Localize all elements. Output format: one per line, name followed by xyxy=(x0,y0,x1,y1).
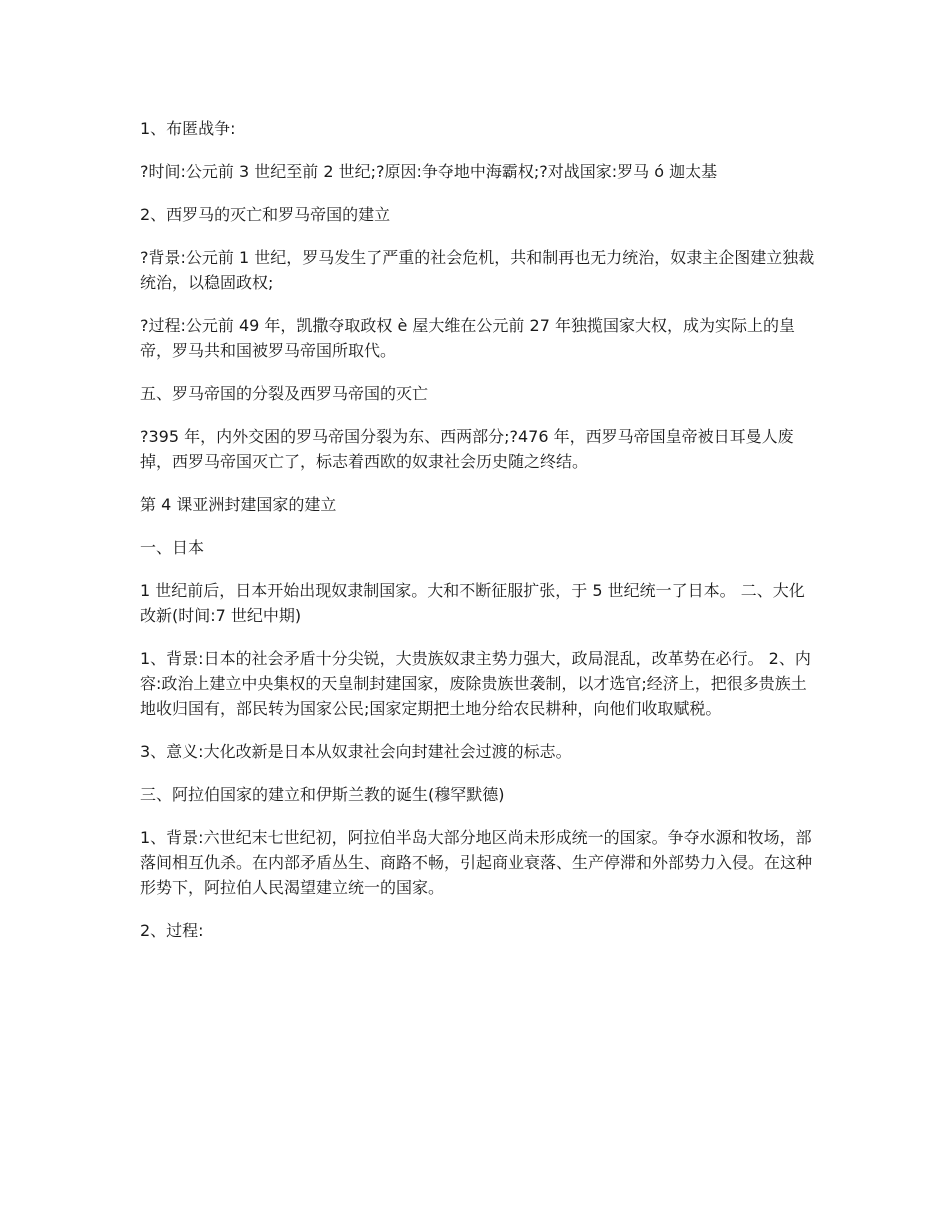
paragraph-reform-significance: 3、意义:大化改新是日本从奴隶社会向封建社会过渡的标志。 xyxy=(140,742,572,761)
document-body xyxy=(140,116,820,961)
paragraph-punic-wars-details: ?时间:公元前 3 世纪至前 2 世纪;?原因:争夺地中海霸权;?对战国家:罗马 ó 迦太基 xyxy=(140,162,718,181)
paragraph-japan-unification: 1 世纪前后，日本开始出现奴隶制国家。大和不断征服扩张，于 5 世纪统一了日本。 二、大化改新(时间:7 世纪中期) xyxy=(140,581,805,625)
heading-lesson-four: 第 4 课亚洲封建国家的建立 xyxy=(140,495,337,514)
paragraph-background: ?背景:公元前 1 世纪，罗马发生了严重的社会危机，共和制再也无力统治，奴隶主企图建立独裁统治，以稳固政权; xyxy=(140,248,815,292)
paragraph-arab-process: 2、过程: xyxy=(140,921,204,940)
heading-arab-state: 三、阿拉伯国家的建立和伊斯兰教的诞生(穆罕默德) xyxy=(140,785,505,804)
paragraph-process: ?过程:公元前 49 年，凯撒夺取政权 è 屋大维在公元前 27 年独揽国家大权，成为实际上的皇帝，罗马共和国被罗马帝国所取代。 xyxy=(140,316,795,360)
heading-section-five: 五、罗马帝国的分裂及西罗马帝国的灭亡 xyxy=(140,384,429,403)
paragraph-taika-reform: 1、背景:日本的社会矛盾十分尖锐，大贵族奴隶主势力强大，政局混乱，改革势在必行。 2、内容:政治上建立中央集权的天皇制封建国家，废除贵族世袭制，以才选官;经济上，把很多贵族土地收归国有，部民转为国家公民;国家定期把土地分给农民耕种，向他们收取赋税。 xyxy=(140,649,811,718)
heading-japan: 一、日本 xyxy=(140,538,205,557)
heading-roman-empire-founding: 2、西罗马的灭亡和罗马帝国的建立 xyxy=(140,205,391,224)
paragraph-arab-background: 1、背景:六世纪末七世纪初，阿拉伯半岛大部分地区尚未形成统一的国家。争夺水源和牧场，部落间相互仇杀。在内部矛盾丛生、商路不畅，引起商业衰落、生产停滞和外部势力入侵。在这种形势下，阿拉伯人民渴望建立统一的国家。 xyxy=(140,828,813,897)
paragraph-empire-split: ?395 年，内外交困的罗马帝国分裂为东、西两部分;?476 年，西罗马帝国皇帝被日耳曼人废掉，西罗马帝国灭亡了，标志着西欧的奴隶社会历史随之终结。 xyxy=(140,427,794,471)
heading-punic-wars: 1、布匿战争: xyxy=(140,119,236,138)
